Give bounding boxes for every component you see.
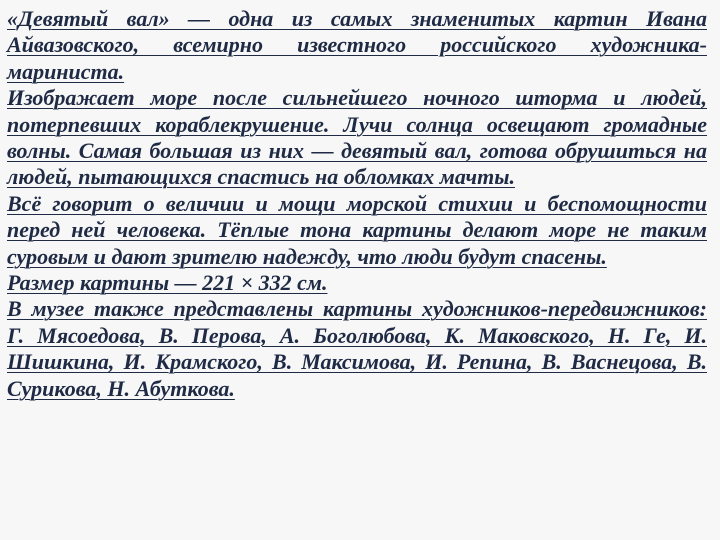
text-block [7,6,707,402]
paragraph-size: Размер картины — 221 × 332 см. [7,270,328,296]
paragraph-meaning: Всё говорит о величии и мощи морской стихии и беспомощности перед ней человека. Тёплые тона картины делают море не таким суровым и дают зрителю надежду, что люди будут спасены. [7,190,707,269]
paragraph-intro: «Девятый вал» — одна из самых знаменитых картин Ивана Айвазовского, всемирно известного российского художника-мариниста. [7,6,707,84]
paragraph-description: Изображает море после сильнейшего ночного шторма и людей, потерпевших кораблекрушение. Лучи солнца освещают громадные волны. Самая большая из них — девятый вал, готова обрушиться на людей, пытающихся спастись на обломках мачты. [7,85,707,190]
paragraph-museum: В музее также представлены картины художников-передвижников: Г. Мясоедова, В. Перова, А. Боголюбова, К. Маковского, Н. Ге, И. Шишкина, И. Крамского, В. Максимова, И. Репина, В. Васнецова, В. Сурикова, Н. Абуткова. [7,296,707,401]
